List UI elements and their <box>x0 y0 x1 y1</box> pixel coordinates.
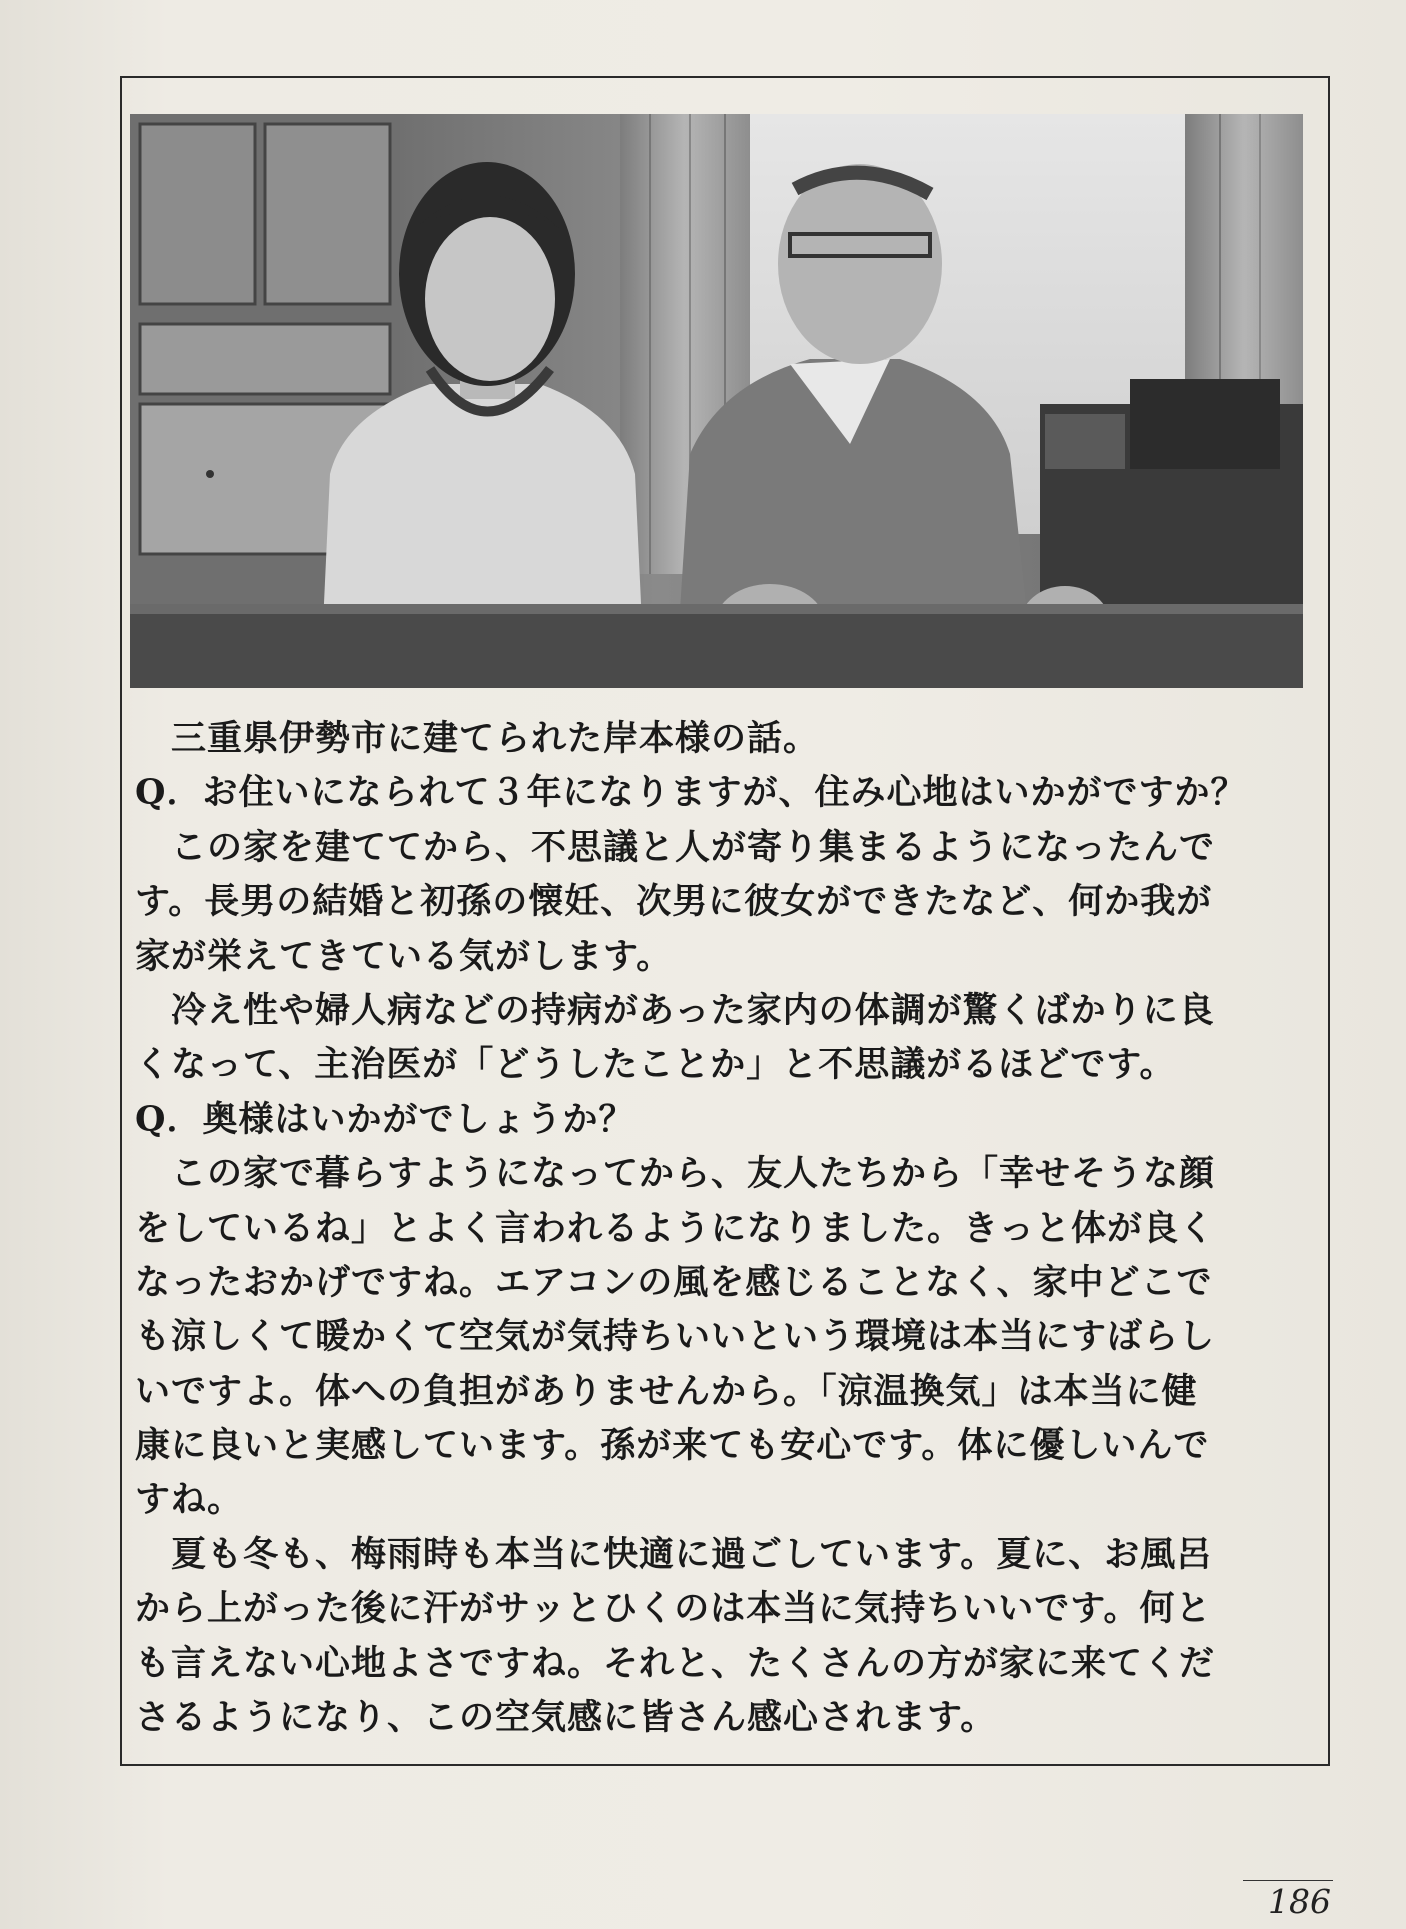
answer-line: 夏も冬も、梅雨時も本当に快適に過ごしています。夏に、お風呂 <box>171 1533 1213 1575</box>
answer-line: 家が栄えてきている気がします。 <box>135 935 673 977</box>
answer-line: いですよ。体への負担がありませんから。「涼温換気」は本当に健 <box>135 1370 1198 1412</box>
answer-line: さるようになり、この空気感に皆さん感心されます。 <box>135 1697 997 1739</box>
answer-line: この家を建ててから、不思議と人が寄り集まるようになったんで <box>171 826 1216 868</box>
answer-line: 冷え性や婦人病などの持病があった家内の体調が驚くばかりに良 <box>171 989 1215 1031</box>
answer-line: も言えない心地よさですね。それと、たくさんの方が家に来てくだ <box>135 1642 1216 1684</box>
page-number: 186 <box>1268 1882 1331 1921</box>
page-number-rule <box>1243 1880 1333 1881</box>
answer-line: をしているね」とよく言われるようになりました。きっと体が良く <box>135 1207 1216 1249</box>
answer-line: くなって、主治医が「どうしたことか」と不思議がるほどです。 <box>135 1044 1176 1086</box>
article-body <box>135 712 1305 1745</box>
answer-line: す。長男の結婚と初孫の懐妊、次男に彼女ができたなど、何か我が <box>135 881 1213 923</box>
answer-line: なったおかげですね。エアコンの風を感じることなく、家中どこで <box>135 1261 1213 1303</box>
question-line: Q．奥様はいかがでしょうか？ <box>135 1098 635 1140</box>
question-line: Q．お住いになられて３年になりますが、住み心地はいかがですか？ <box>135 772 1247 814</box>
answer-line: この家で暮らすようになってから、友人たちから「幸せそうな顔 <box>171 1153 1216 1195</box>
couple-photo <box>130 114 1303 688</box>
intro-line: 三重県伊勢市に建てられた岸本様の話。 <box>171 718 820 759</box>
answer-line: すね。 <box>135 1479 244 1521</box>
answer-line: も涼しくて暖かくて空気が気持ちいいという環境は本当にすばらし <box>135 1316 1216 1358</box>
answer-line: から上がった後に汗がサッとひくのは本当に気持ちいいです。何と <box>135 1588 1212 1630</box>
answer-line: 康に良いと実感しています。孫が来ても安心です。体に優しいんで <box>135 1425 1210 1467</box>
